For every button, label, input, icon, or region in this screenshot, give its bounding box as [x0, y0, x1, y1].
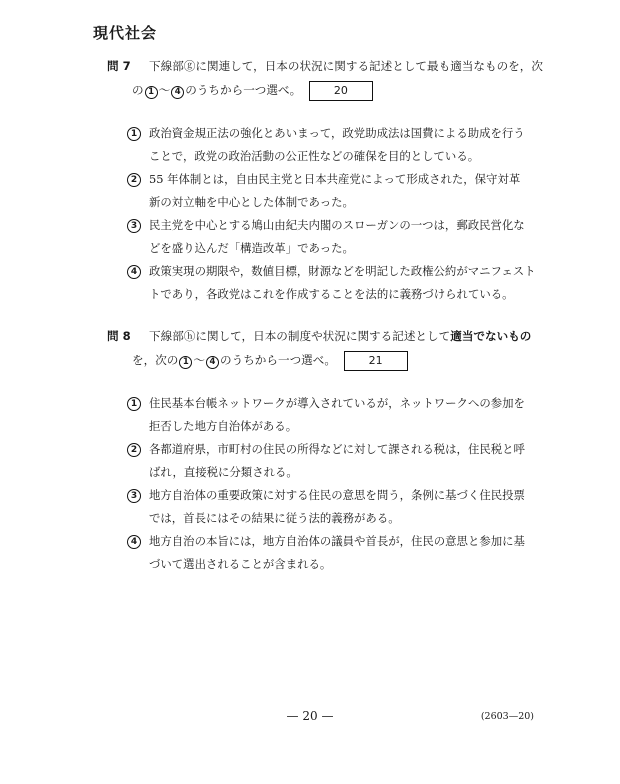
page-number: — 20 — [286, 709, 334, 723]
question-8-line-2: を，次の 1 ～ 4 のうちから一つ選べ。 21 [132, 348, 537, 372]
option-3[interactable]: 3 地方自治体の重要政策に対する住民の意思を問う，条例に基づく住民投票 では，首長にはその結果に従う法的義務がある。 [107, 484, 537, 530]
option-number-1: 1 [127, 397, 141, 411]
question-7-line-1: 下線部ⓖに関連して，日本の状況に関する記述として最も適当なものを，次 [149, 59, 543, 73]
exam-code: (2603—20) [480, 711, 534, 722]
choice-range-start: 1 [179, 356, 192, 369]
question-8-line-1: 下線部ⓗに関して，日本の制度や状況に関する記述として適当でないもの [149, 329, 532, 343]
option-2[interactable]: 2 55 年体制とは，自由民主党と日本共産党によって形成された，保守対革 新の対立軸を中心とした体制であった。 [107, 168, 537, 214]
emphasis-not-appropriate: 適当でないもの [450, 329, 532, 343]
answer-box-21[interactable]: 21 [344, 351, 408, 371]
question-8-options [107, 392, 537, 576]
question-8-stem [107, 324, 537, 372]
question-7 [107, 54, 543, 306]
question-7-options [107, 122, 537, 306]
question-7-number: 問 7 [107, 59, 131, 73]
option-number-4: 4 [127, 265, 141, 279]
choice-range-start: 1 [145, 86, 158, 99]
option-number-2: 2 [127, 173, 141, 187]
choice-range-end: 4 [171, 86, 184, 99]
option-number-2: 2 [127, 443, 141, 457]
option-number-3: 3 [127, 489, 141, 503]
option-2[interactable]: 2 各都道府県，市町村の住民の所得などに対して課される税は，住民税と呼 ばれ，直接税に分類される。 [107, 438, 537, 484]
option-number-3: 3 [127, 219, 141, 233]
option-3[interactable]: 3 民主党を中心とする鳩山由紀夫内閣のスローガンの一つは，郵政民営化な どを盛り込んだ「構造改革」であった。 [107, 214, 537, 260]
option-4[interactable]: 4 政策実現の期限や，数値目標，財源などを明記した政権公約がマニフェスト トであり，各政党はこれを作成することを法的に義務づけられている。 [107, 260, 537, 306]
option-1[interactable]: 1 住民基本台帳ネットワークが導入されているが，ネットワークへの参加を 拒否した地方自治体がある。 [107, 392, 537, 438]
question-8 [107, 324, 537, 576]
option-number-1: 1 [127, 127, 141, 141]
answer-box-20[interactable]: 20 [309, 81, 373, 101]
question-7-line-2: の 1 ～ 4 のうちから一つ選べ。 20 [132, 78, 537, 102]
option-4[interactable]: 4 地方自治の本旨には，地方自治体の議員や首長が，住民の意思と参加に基 づいて選出されることが含まれる。 [107, 530, 537, 576]
question-7-stem [107, 54, 543, 102]
option-1[interactable]: 1 政治資金規正法の強化とあいまって，政党助成法は国費による助成を行う ことで，政党の政治活動の公正性などの確保を目的としている。 [107, 122, 537, 168]
choice-range-end: 4 [206, 356, 219, 369]
question-8-number: 問 8 [107, 329, 131, 343]
subject-title: 現代社会 [93, 24, 158, 42]
option-number-4: 4 [127, 535, 141, 549]
